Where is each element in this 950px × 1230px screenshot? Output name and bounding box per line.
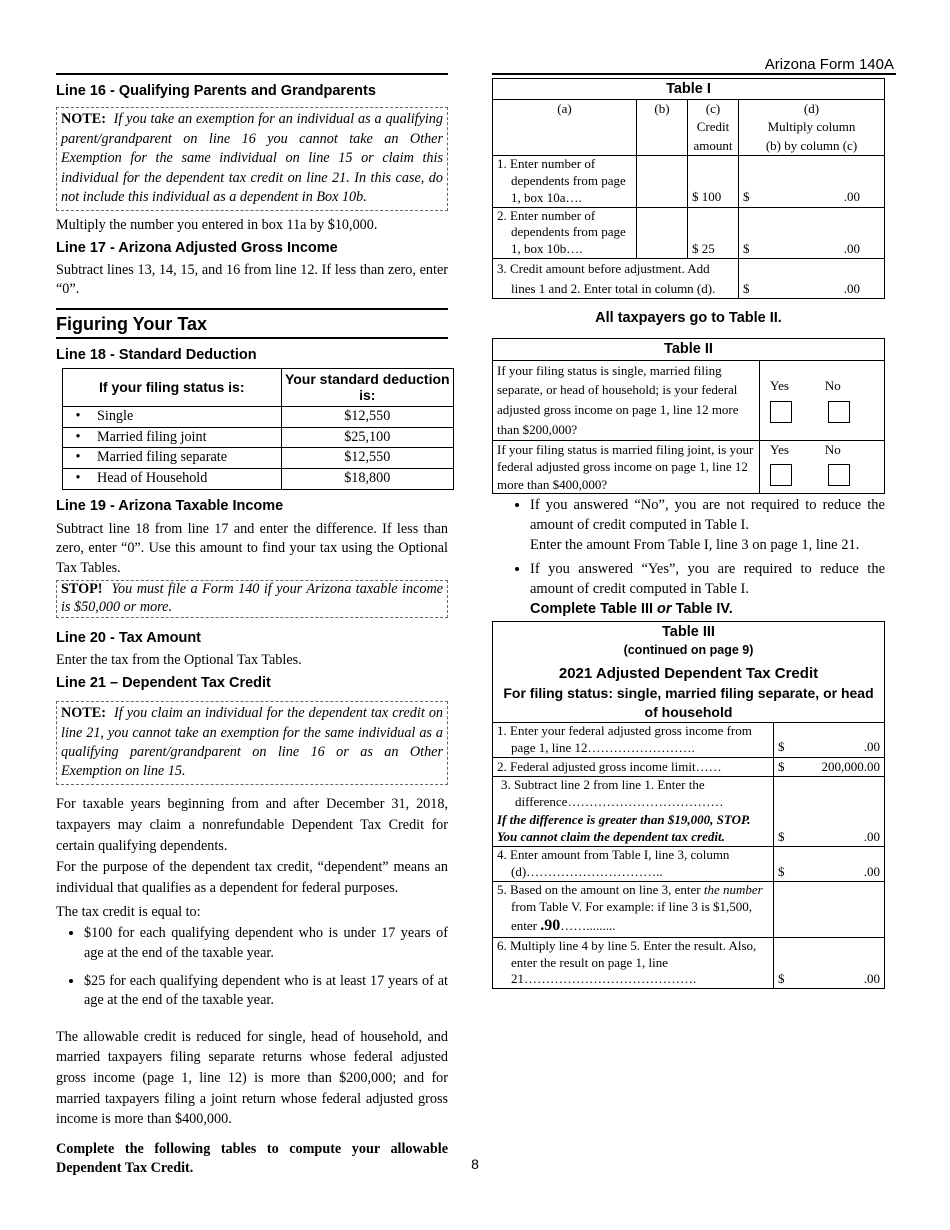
table3-r3-value — [774, 776, 885, 847]
sd-status: Head of Household — [93, 468, 281, 489]
table1-col-c-sub1: Credit — [696, 119, 730, 135]
dollar-sign: $ — [778, 739, 785, 755]
dollar-sign: $ — [778, 829, 785, 845]
table3-subtitle: 2021 Adjusted Dependent Tax Credit — [558, 664, 819, 682]
bullet: • — [63, 407, 94, 428]
yes-label: Yes — [770, 377, 789, 393]
credit-bullet-list — [56, 924, 448, 1010]
line16-text: Multiply the number you entered in box 11a by $10,000. — [56, 216, 378, 233]
table1-row1-label: 1. Enter number of dependents from page 1, box 10a…. — [493, 155, 637, 207]
table3-continued: (continued on page 9) — [623, 643, 754, 658]
complete-pre: Complete Table III — [530, 601, 654, 618]
table3-r3 — [493, 776, 774, 847]
table1-col-c — [688, 100, 739, 156]
table3-r5-italic: the number — [703, 882, 763, 898]
table3-r5 — [493, 882, 774, 938]
table1-col-a: (a) — [493, 100, 637, 156]
sd-status: Married filing joint — [93, 427, 281, 448]
complete-post: Table IV. — [675, 601, 733, 618]
table-row — [63, 448, 454, 469]
header-rule-right — [492, 73, 896, 75]
all-taxpayers-instruction: All taxpayers go to Table II. — [595, 310, 782, 327]
table3-r5-pre: 5. Based on the amount on line 3, enter — [497, 882, 701, 898]
amount-value: 200,000.00 — [821, 758, 880, 774]
figuring-your-tax-title: Figuring Your Tax — [56, 308, 448, 339]
table2-q1-answers — [760, 360, 885, 440]
dtc-paragraph-3: The tax credit is equal to: — [56, 903, 201, 920]
table1-col-c-letter: (c) — [705, 101, 721, 117]
dollar-sign: $ — [743, 189, 750, 205]
stop-note — [56, 580, 448, 618]
line20-text: Enter the tax from the Optional Tax Tables. — [56, 651, 302, 668]
table1-row2-d — [739, 207, 885, 259]
amount-value: .00 — [863, 971, 880, 987]
stop-text: You must file a Form 140 if your Arizona taxable income is $50,000 or more. — [61, 581, 443, 616]
table2-title: Table II — [493, 339, 885, 360]
dtc-paragraph-1: For taxable years beginning from and after December 31, 2018, taxpayers may claim a nonrefundable Dependent Tax Credit for certain qualifying dependents. — [56, 795, 448, 854]
table2-q2-answers — [760, 440, 885, 494]
dtc-paragraph-5: Complete the following tables to compute your allowable Dependent Tax Credit. — [56, 1140, 448, 1177]
table-row — [493, 757, 885, 776]
table3-r3-stop: If the difference is greater than $19,000, STOP. You cannot claim the dependent tax credit. — [497, 812, 751, 845]
table-row — [493, 360, 885, 440]
table3-r5-post: ……......... — [560, 917, 616, 933]
table3-heading — [493, 622, 885, 723]
q1-no-checkbox[interactable] — [828, 401, 850, 423]
no-label: No — [824, 441, 841, 457]
table-row — [493, 776, 885, 847]
table1-col-c-sub2: amount — [693, 137, 733, 153]
table3-r5-mid: from Table V. For example: if line 3 is $1,500, enter — [511, 898, 753, 933]
complete-table-instruction — [492, 599, 885, 619]
table1-row1-c: $ 100 — [688, 155, 739, 207]
table3-r4: 4. Enter amount from Table I, line 3, column (d)………………………….. — [493, 847, 774, 882]
sd-header-status: If your filing status is: — [63, 368, 282, 407]
dollar-sign: $ — [778, 971, 785, 987]
table-row — [493, 207, 885, 259]
table-3 — [492, 621, 885, 989]
table3-r1-value — [774, 722, 885, 757]
no-label: No — [824, 377, 841, 393]
table2-q1: If your filing status is single, married filing separate, or head of household; is your federal adjusted gross income on page 1, line 12 more than $200,000? — [493, 360, 760, 440]
table-row — [63, 468, 454, 489]
sd-status: Single — [93, 407, 281, 428]
table3-r6-value — [774, 937, 885, 989]
line16-note-label: NOTE: — [61, 111, 106, 127]
form-header: Arizona Form 140A — [764, 56, 894, 73]
table-row — [493, 722, 885, 757]
line21-title: Line 21 – Dependent Tax Credit — [56, 675, 271, 692]
table1-row1-d — [739, 155, 885, 207]
header-rule-left — [56, 73, 448, 75]
amount-value: .00 — [843, 281, 860, 297]
amount-value: .00 — [843, 241, 860, 257]
table3-r5-value — [774, 882, 885, 938]
table1-col-b: (b) — [637, 100, 688, 156]
table1-row2-b — [637, 207, 688, 259]
table-row — [493, 937, 885, 989]
complete-or: or — [657, 601, 672, 618]
sd-status: Married filing separate — [93, 448, 281, 469]
table-row — [493, 155, 885, 207]
line16-note-text: If you take an exemption for an individual as a qualifying parent/grandparent on line 16 you cannot take an Other Exemption for the same individual on line 15 or claim this individual for the dependent tax credit on line 21. In this case, do not include this individual as a dependent in Box 10b. — [61, 111, 443, 206]
amount-value: .00 — [843, 189, 860, 205]
dollar-sign: $ — [743, 281, 750, 297]
sd-amount: $12,550 — [281, 448, 453, 469]
dtc-paragraph-4: The allowable credit is reduced for single, head of household, and married taxpayers filing separate returns whose federal adjusted gross income (page 1, line 12) is more than $200,000; and for married taxpayers filing a joint return whose federal adjusted gross income is more than $400,000. — [56, 1028, 448, 1128]
dtc-paragraph-2: For the purpose of the dependent tax credit, “dependent” means an individual that qualifies as a dependent for federal purposes. — [56, 858, 448, 896]
page-number: 8 — [471, 1156, 479, 1172]
table3-title: Table III — [662, 624, 715, 641]
table3-r5-example: .90 — [540, 916, 561, 934]
table1-col-d — [739, 100, 885, 156]
table3-filing-status: For filing status: single, married filing separate, or head of household — [503, 684, 874, 720]
table1-row2-c: $ 25 — [688, 207, 739, 259]
line16-title: Line 16 - Qualifying Parents and Grandparents — [56, 83, 376, 99]
table1-col-d-letter: (d) — [803, 101, 820, 117]
standard-deduction-table — [62, 368, 454, 490]
sd-header-amount: Your standard deduction is: — [281, 368, 453, 407]
list-item — [530, 495, 885, 555]
line17-text: Subtract lines 13, 14, 15, and 16 from line 12. If less than zero, enter “0”. — [56, 261, 448, 298]
list-item: • $25 for each qualifying dependent who is at least 17 years of at age at the end of the taxable year. — [84, 972, 448, 1011]
sd-amount: $25,100 — [281, 427, 453, 448]
table1-col-d-sub1: Multiply column — [767, 119, 856, 135]
list-item: • If you answered “Yes”, you are required to reduce the amount of credit computed in Table I. — [530, 559, 885, 599]
q1-yes-checkbox[interactable] — [770, 401, 792, 423]
table-1 — [492, 78, 885, 299]
line21-note — [56, 701, 448, 784]
bullet: • — [63, 468, 94, 489]
dollar-sign: $ — [778, 758, 785, 774]
table1-row1-b — [637, 155, 688, 207]
bullet: • — [63, 427, 94, 448]
yes-label: Yes — [770, 441, 789, 457]
q2-no-checkbox[interactable] — [828, 464, 850, 486]
table-row — [493, 259, 885, 299]
table2-q2: If your filing status is married filing joint, is your federal adjusted gross income on page 1, line 12 more than $400,000? — [493, 440, 760, 494]
stop-label: STOP! — [61, 581, 103, 598]
table3-r4-value — [774, 847, 885, 882]
table1-row3-label: 3. Credit amount before adjustment. Add lines 1 and 2. Enter total in column (d). — [493, 259, 739, 299]
table1-row3-d — [739, 259, 885, 299]
no-answer-extra: Enter the amount From Table I, line 3 on page 1, line 21. — [530, 537, 860, 554]
table3-r2-value — [774, 757, 885, 776]
line19-title: Line 19 - Arizona Taxable Income — [56, 497, 284, 514]
table-row — [63, 427, 454, 448]
table1-title: Table I — [493, 79, 885, 100]
table3-r2: 2. Federal adjusted gross income limit…… — [493, 757, 774, 776]
table-row — [493, 882, 885, 938]
line18-title: Line 18 - Standard Deduction — [56, 346, 257, 363]
line20-title: Line 20 - Tax Amount — [56, 629, 202, 646]
dollar-sign: $ — [743, 241, 750, 257]
amount-value: .00 — [863, 863, 880, 879]
line17-title: Line 17 - Arizona Adjusted Gross Income — [56, 239, 338, 256]
line21-note-label: NOTE: — [61, 705, 106, 722]
list-item: • $100 for each qualifying dependent who is under 17 years of age at the end of the taxable year. — [84, 924, 448, 963]
line19-text: Subtract line 18 from line 17 and enter the difference. If less than zero, enter “0”. Use this amount to find your tax using the Optional Tax Tables. — [56, 520, 448, 576]
line16-note — [56, 107, 448, 211]
table3-r6: 6. Multiply line 4 by line 5. Enter the result. Also, enter the result on page 1, line 21…………………………………. — [493, 937, 774, 989]
amount-value: .00 — [863, 739, 880, 755]
table3-r3-text: 3. Subtract line 2 from line 1. Enter the difference……………………………… — [501, 776, 724, 809]
left-column — [56, 78, 448, 1179]
answer-bullets — [492, 495, 885, 599]
line21-note-text: If you claim an individual for the dependent tax credit on line 21, you cannot take an exemption for the same individual as a qualifying parent/grandparent on line 16 or as an Other Exemption on line 15. — [61, 705, 444, 780]
table1-col-d-sub2: (b) by column (c) — [765, 137, 858, 153]
sd-amount: $12,550 — [281, 407, 453, 428]
table1-row2-label: 2. Enter number of dependents from page 1, box 10b…. — [493, 207, 637, 259]
no-answer-text: • If you answered “No”, you are not required to reduce the amount of credit computed in Table I. — [530, 497, 885, 534]
table-row — [493, 440, 885, 494]
dollar-sign: $ — [778, 863, 785, 879]
table-row — [493, 847, 885, 882]
right-column — [492, 78, 885, 989]
table3-r1: 1. Enter your federal adjusted gross income from page 1, line 12……………………. — [493, 722, 774, 757]
amount-value: .00 — [863, 829, 880, 845]
table-2 — [492, 338, 885, 494]
sd-amount: $18,800 — [281, 468, 453, 489]
bullet: • — [63, 448, 94, 469]
q2-yes-checkbox[interactable] — [770, 464, 792, 486]
table-row — [63, 407, 454, 428]
